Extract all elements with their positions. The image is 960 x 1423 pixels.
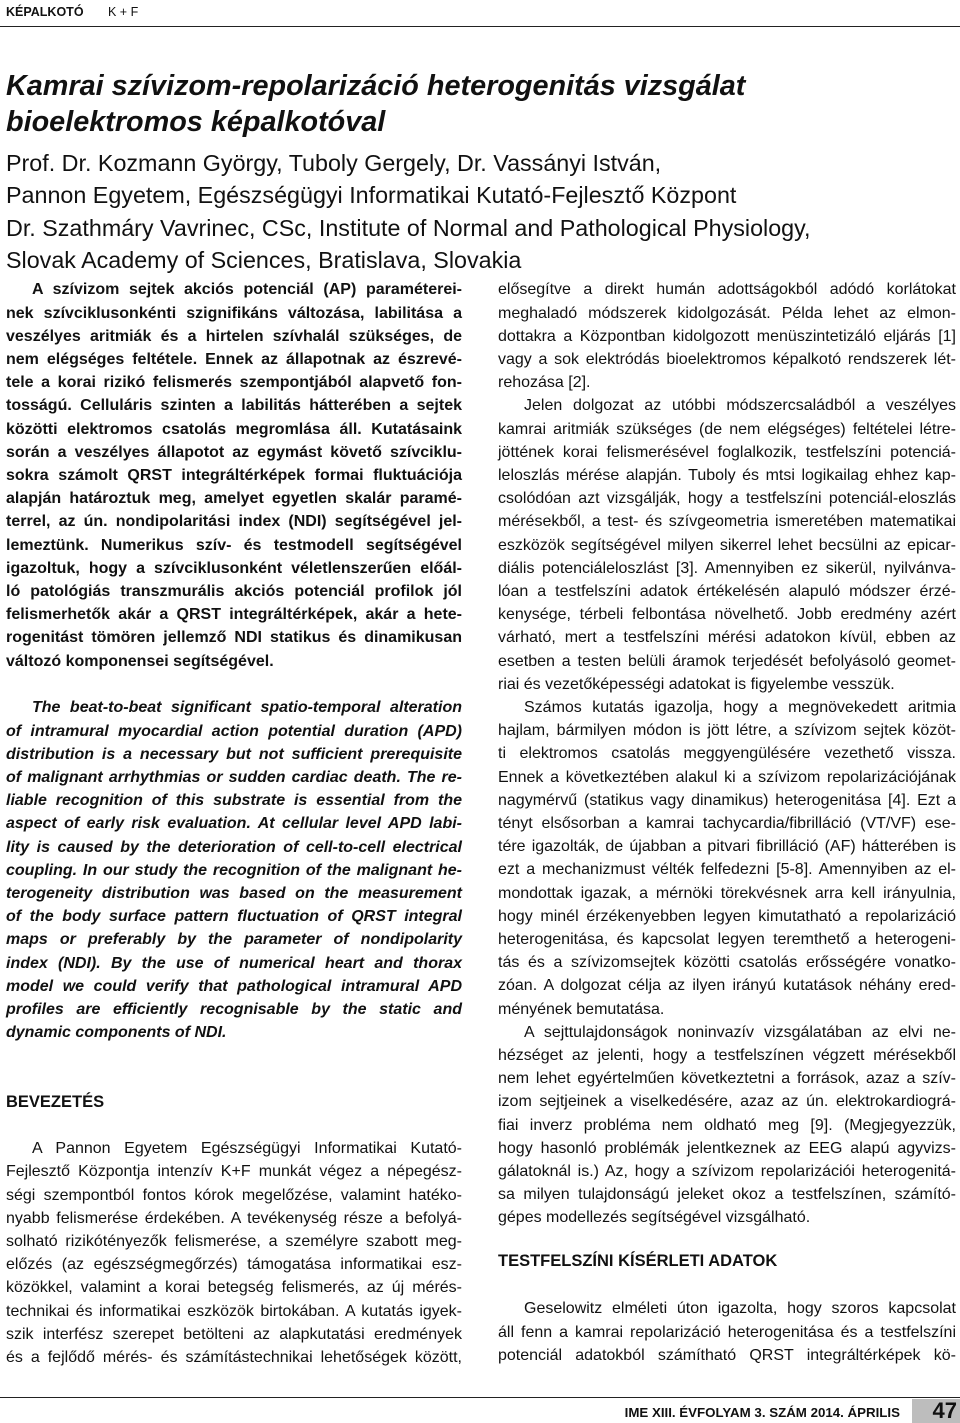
body-line: eszközök segítségével milyen sikerrel lehet becsülni az epicar- [498, 536, 956, 554]
body-line: fiai inverz probléma nem oldható meg [9]. (Megjegyezzük, [498, 1116, 956, 1134]
author-line: Slovak Academy of Sciences, Bratislava, Slovakia [6, 247, 522, 274]
body-line: gépes modellezés segítségével vizsgálható. [498, 1209, 811, 1227]
abstract-line: tosságú. Celluláris szinten a labilitás hátterében a sejtek [6, 397, 462, 415]
body-line: gálatoknál is.) Az, hogy a szívizom repolarizációi heterogenitá- [498, 1163, 956, 1181]
right-column [498, 0, 956, 1390]
body-paragraph [498, 394, 956, 696]
abstract-line: of intramural myocardial action potential duration (APD) [6, 722, 462, 740]
body-line: hajlam, bármilyen módon is jött létre, a szívizom sejtek közöt- [498, 722, 956, 740]
abstract-line: The beat-to-beat significant spatio-temporal alteration [32, 699, 462, 717]
abstract-line: lity is caused by the deterioration of cell-to-cell electrical [6, 838, 462, 856]
abstract-line: terogeneity distribution was based on the measurement [6, 885, 462, 903]
body-line: meghaladó módszerek kidolgozását. Példa lehet az elmon- [498, 304, 956, 322]
abstract-line: nek szívciklusonkénti szignifikáns változása, labilitása a [6, 304, 462, 322]
body-line: technikai és informatikai eszközök birtokában. A kutatás igyek- [6, 1302, 462, 1320]
body-line: nem lehet egyértelműen következtetni a források, azaz a szív- [498, 1070, 956, 1088]
body-paragraph [498, 696, 956, 1021]
body-line: mondottak igazak, a mérnöki törekvésnek arra kell irányulnia, [498, 884, 956, 902]
abstract-line: lemeztünk. Numerikus szív- és testmodell segítségével [6, 536, 462, 554]
body-line: dottakra a Központban kidolgozott menüszintetizáló eljárás [1] [498, 327, 956, 345]
abstract-line: nem elégséges feltétele. Ennek az állapotnak az észrevé- [6, 351, 462, 368]
abstract-line: distribution is a necessary but not sufficient prerequisite [6, 745, 462, 763]
body-line: csolódóan azt vizsgálják, hogy a testfelszíni potenciál-eloszlás [498, 490, 956, 508]
abstract-line: rogenitást tömören jellemző NDI statikus és dinamikusan [6, 629, 462, 647]
abstract-line: A szívizom sejtek akciós potenciál (AP) paraméterei- [32, 281, 462, 299]
abstract-line: of malignant arrhythmias or sudden cardiac death. The re- [6, 769, 462, 786]
body-line: hézséget az jelenti, hogy a testfelszínen végzett mérésekből [498, 1047, 956, 1064]
abstract-line: maps or preferably by the parameter of nondipolarity [6, 931, 462, 949]
left-column [6, 0, 462, 1390]
body-line: ményének bemutatása. [498, 1000, 665, 1018]
abstract-line: sokra számolt QRST integráltérképek formai fluktuációja [6, 467, 462, 485]
body-line: előzés (az egészségmegőrzés) támogatása informatikai esz- [6, 1256, 462, 1274]
body-line: Ennek a következtében alakul ki a szívizom repolarizációjának [498, 768, 956, 786]
abstract-hungarian [6, 278, 462, 672]
body-line: tényt elsősorban a kamrai tachycardia/fibrilláció (VT/VF) ese- [498, 815, 956, 833]
body-line: heterogenitása, és kapcsolat legyen teremthető a heterogeni- [498, 931, 956, 949]
abstract-line: liable recognition of this substrate is essential from the [6, 792, 462, 810]
body-line: közökkel, valamint a korai betegség felismerés, az új mérés- [6, 1279, 462, 1297]
abstract-line: felismerhetők akár a QRST integráltérképek, akár a hete- [6, 606, 462, 624]
body-paragraph [6, 1137, 462, 1369]
abstract-line: közötti elektromos csatolás megromlása áll. Kutatásaink [6, 420, 462, 438]
subsection-label: K + F [108, 5, 139, 19]
body-line: és a fejlődő mérés- és számítástechnikai lehetőségek között, [6, 1349, 462, 1367]
body-line: Fejlesztő Központja intenzív K+F munkát végez a népegész- [6, 1163, 462, 1181]
abstract-line: során a veszélyes állapotot az egymást követő szívciklu- [6, 443, 462, 461]
body-line: nyabb felismerése érdekében. A tevékenység része a befolyá- [6, 1209, 462, 1227]
body-line: vagy a sok elektródás bioelektromos képalkotó rendszerek lét- [498, 351, 956, 368]
abstract-line: terrel, az ún. nondipolaritási index (NDI) segítségével jel- [6, 513, 462, 531]
body-line: Geselowitz elméleti úton igazolta, hogy szoros kapcsolat [524, 1300, 956, 1318]
body-line: A sejttulajdonságok noninvazív vizsgálatában az elvi ne- [524, 1023, 956, 1041]
body-line: nagymérvű (statikus vagy dinamikus) heterogenitása [4]. Ezt a [498, 791, 956, 809]
body-paragraph [498, 1297, 956, 1367]
abstract-line: aspect of early risk evaluation. At cellular level APD labi- [6, 815, 462, 833]
body-line: ti elektromos csatolás meggyengülésére vezethető vissza. [498, 745, 956, 763]
body-line: jöttének korai felismerésével foglalkozik, testfelszíni potenciá- [498, 443, 956, 461]
abstract-line: változó komponensei segítségével. [6, 652, 274, 670]
body-line: hogy minél érzékenyebben legyen kimutatható a repolarizáció [498, 907, 956, 925]
body-line: Számos kutatás igazolja, hogy a megnövekedett aritmia [524, 699, 956, 716]
author-line: Prof. Dr. Kozmann György, Tuboly Gergely, Dr. Vassányi István, [6, 149, 662, 176]
abstract-line: coupling. In our study the recognition of the malignant he- [6, 861, 462, 879]
body-line: izom sejtjeinek a viselkedésére, azaz az ún. elektrokardiográ- [498, 1093, 956, 1111]
body-line: zóan. A dolgozat célja az ilyen irányú kutatások néhány ered- [498, 977, 956, 995]
section-heading-surface-data: TESTFELSZÍNI KÍSÉRLETI ADATOK [498, 1252, 778, 1271]
body-paragraph [498, 278, 956, 394]
body-line: rehozása [2]. [498, 374, 591, 392]
abstract-line: alapján határoztuk meg, amelyet egyetlen skalár paramé- [6, 490, 462, 508]
body-paragraph [498, 1021, 956, 1230]
body-line: áll fenn a kamrai repolarizáció heterogenitása és a testfelszíni [498, 1323, 956, 1341]
body-line: szik interfész szerepet betölteni az alapkutatási eredmények [6, 1325, 462, 1343]
author-line: Pannon Egyetem, Egészségügyi Informatikai Kutató-Fejlesztő Központ [6, 182, 737, 209]
body-line: riai és vezetőképességi adatokat is figyelembe vesszük. [498, 675, 895, 693]
body-line: diális potenciáleloszlást [3]. Amennyiben ez sikerül, nyilvánva- [498, 559, 956, 577]
abstract-line: index (NDI). By the use of numerical heart and thorax [6, 954, 462, 972]
body-line: mérésekből, a test- és szívgeometria ismeretében matematikai [498, 513, 956, 531]
abstract-line: profiles are efficiently recognisable by the static and [6, 1001, 462, 1019]
body-line: várható, mert a testfelszíni mérési adatokon kívül, ebben az [498, 629, 956, 647]
abstract-line: model we could verify that pathological intramural APD [6, 977, 462, 995]
abstract-line: igazoltuk, hogy a szívciklusonként véletlenszerűen előál- [6, 559, 462, 577]
body-line: esetben a testen belüli áramok terjedését befolyásoló geomet- [498, 652, 956, 670]
body-line: tás és a szívizomsejtek közötti csatolás erősségére vonatko- [498, 954, 956, 972]
abstract-english [6, 696, 462, 1044]
body-line: sa milyen tulajdonságú jeleket okoz a testfelszínen, számító- [498, 1186, 956, 1204]
author-line: Dr. Szathmáry Vavrinec, CSc, Institute of Normal and Pathological Physiology, [6, 214, 811, 241]
abstract-line: tele a korai rizikó felismerés szempontjából alapvető fon- [6, 374, 462, 392]
body-line: hogy hasonló problémák jelentkeznek az EEG alapú agyvizs- [498, 1139, 956, 1157]
body-line: kenysége, térbeli felbontása növelhető. Jobb eredmény azért [498, 606, 956, 624]
journal-issue: IME XIII. ÉVFOLYAM 3. SZÁM 2014. ÁPRILIS [624, 1405, 900, 1420]
body-line: solható rizikótényezők felismerése, a személyre szabott meg- [6, 1233, 462, 1250]
footer-rule [0, 1397, 960, 1398]
body-line: Jelen dolgozat az utóbbi módszercsaládból a veszélyes [524, 397, 956, 415]
body-line: lóan a testfelszíni adatok értékelésén alapuló módszer érzé- [498, 583, 956, 601]
body-line: leloszlás mérése alapján. Tuboly és mtsi logikailag ehhez kap- [498, 467, 956, 484]
abstract-line: of the body surface pattern fluctuation of QRST integral [6, 908, 462, 926]
page-number: 47 [912, 1399, 960, 1423]
body-line: A Pannon Egyetem Egészségügyi Informatikai Kutató- [32, 1140, 462, 1158]
section-label: KÉPALKOTÓ [6, 5, 84, 19]
body-line: kamrai aritmiák szükséges (de nem elégséges) feltételei létre- [498, 420, 956, 438]
body-line: ségi szempontból fontos kórok megelőzése, valamint hatéko- [6, 1186, 462, 1204]
abstract-line: ló patológiás transzmurális akciós potenciál profilok jól [6, 583, 462, 601]
body-line: potenciál adatokból számítható QRST integráltérképek kö- [498, 1346, 956, 1364]
body-line: tére igazolták, de újabban a pitvari fibrilláció (AF) hátterében is [498, 838, 956, 856]
body-line: ezt a mechanizmust vélték felfedezni [5-8]. Amennyiben az el- [498, 861, 956, 879]
title-line: bioelektromos képalkotóval [6, 106, 386, 138]
section-heading-introduction: BEVEZETÉS [6, 1092, 105, 1111]
title-line: Kamrai szívizom-repolarizáció heterogenitás vizsgálat [6, 70, 746, 102]
body-line: elősegítve a direkt humán adottságokból adódó korlátokat [498, 281, 956, 299]
abstract-line: veszélyes aritmiák és a hirtelen szívhalál szükséges, de [6, 327, 462, 345]
abstract-line: dynamic components of NDI. [6, 1024, 227, 1042]
